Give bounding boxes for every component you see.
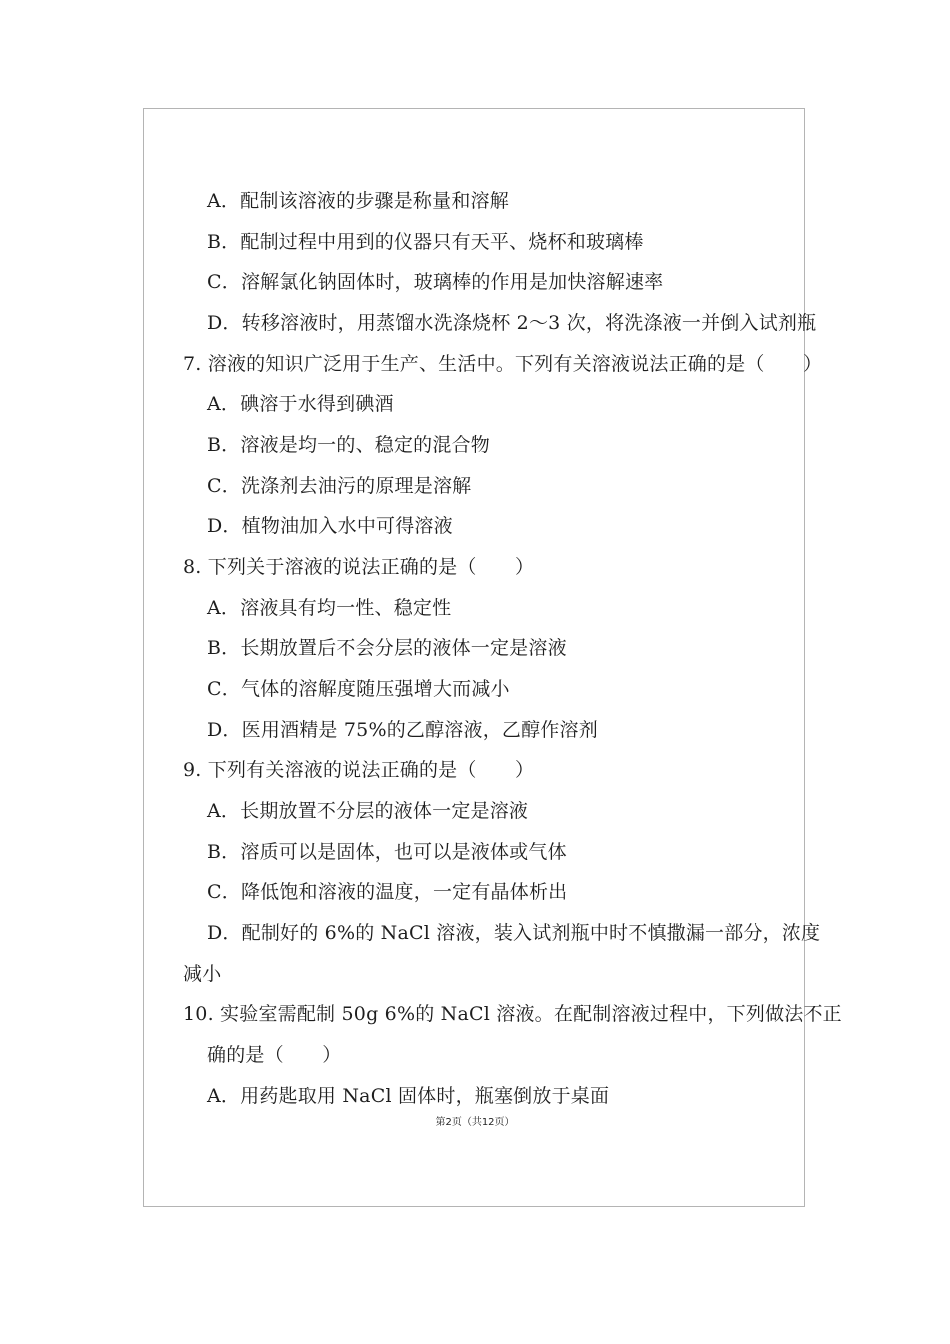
q10-stem-line2: 确的是（ ）: [207, 1044, 342, 1066]
q8-stem: 8. 下列关于溶液的说法正确的是（ ）: [183, 556, 535, 578]
q9-option-b: B．溶质可以是固体，也可以是液体或气体: [207, 841, 567, 863]
q6-option-a: A．配制该溶液的步骤是称量和溶解: [207, 190, 509, 212]
q10-option-a: A．用药匙取用 NaCl 固体时，瓶塞倒放于桌面: [207, 1085, 610, 1107]
q6-option-c: C．溶解氯化钠固体时，玻璃棒的作用是加快溶解速率: [207, 271, 664, 293]
q8-option-c: C．气体的溶解度随压强增大而减小: [207, 678, 510, 700]
q8-option-a: A．溶液具有均一性、稳定性: [207, 597, 452, 619]
q7-option-d: D．植物油加入水中可得溶液: [207, 515, 453, 537]
q10-stem-line1: 10. 实验室需配制 50g 6%的 NaCl 溶液。在配制溶液过程中，下列做法不正: [183, 1003, 842, 1025]
q7-option-c: C．洗涤剂去油污的原理是溶解: [207, 475, 472, 497]
q9-stem: 9. 下列有关溶液的说法正确的是（ ）: [183, 759, 535, 781]
q8-option-d: D．医用酒精是 75%的乙醇溶液，乙醇作溶剂: [207, 719, 598, 741]
q9-option-d-wrap: 减小: [183, 963, 222, 985]
q7-option-a: A．碘溶于水得到碘酒: [207, 393, 394, 415]
q6-option-b: B．配制过程中用到的仪器只有天平、烧杯和玻璃棒: [207, 231, 644, 253]
q7-option-b: B．溶液是均一的、稳定的混合物: [207, 434, 490, 456]
q9-option-a: A．长期放置不分层的液体一定是溶液: [207, 800, 529, 822]
page-footer: 第2页（共12页）: [435, 1117, 515, 1128]
q7-stem: 7. 溶液的知识广泛用于生产、生活中。下列有关溶液说法正确的是（ ）: [183, 353, 823, 375]
q9-option-d: D．配制好的 6%的 NaCl 溶液，装入试剂瓶中时不慎撒漏一部分，浓度: [207, 922, 821, 944]
q6-option-d: D．转移溶液时，用蒸馏水洗涤烧杯 2～3 次，将洗涤液一并倒入试剂瓶: [207, 312, 817, 334]
q8-option-b: B．长期放置后不会分层的液体一定是溶液: [207, 637, 567, 659]
q9-option-c: C．降低饱和溶液的温度，一定有晶体析出: [207, 881, 568, 903]
